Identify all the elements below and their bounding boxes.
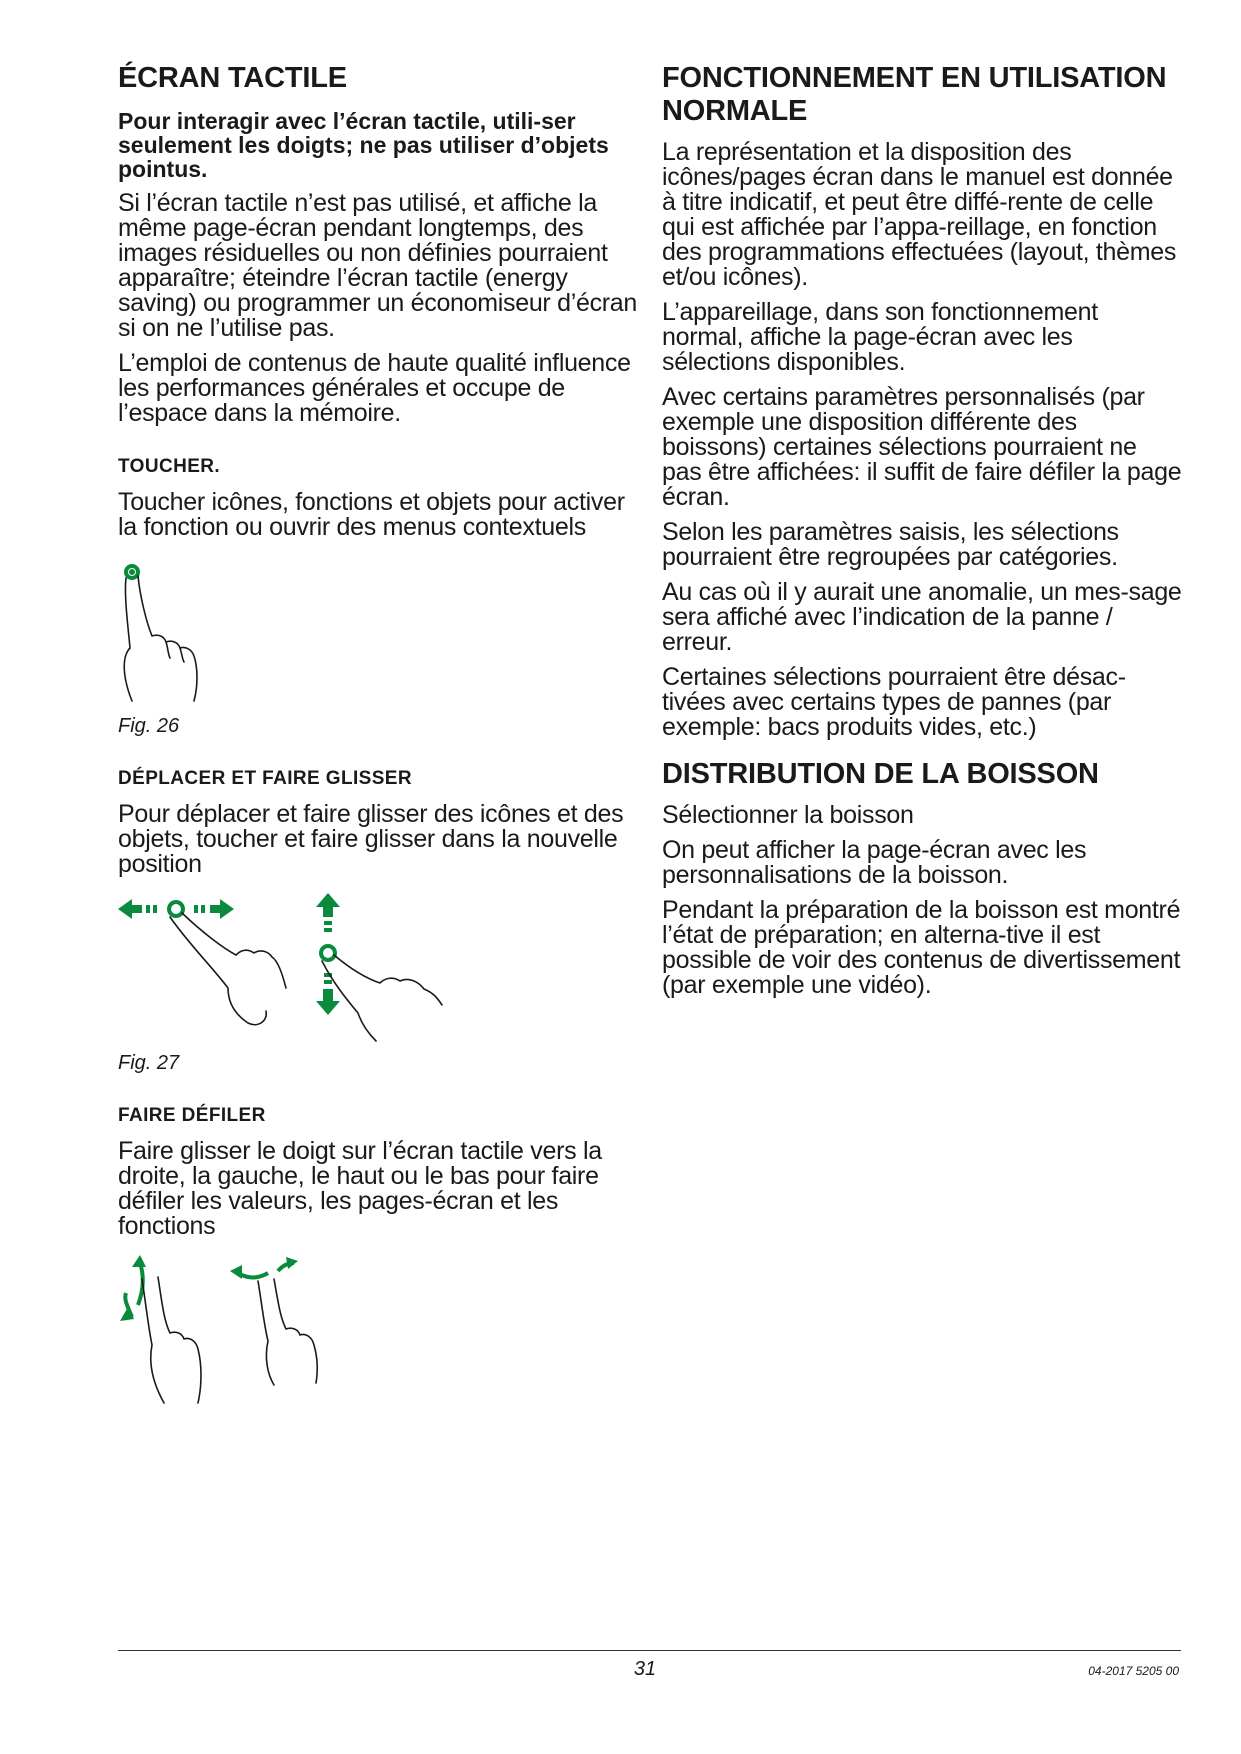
paragraph-normal-display: L’appareillage, dans son fonctionnement normal, affiche la page-écran avec les sélections disponibles. — [662, 298, 1098, 376]
figure-scroll — [118, 1255, 643, 1410]
heading-drag: DÉPLACER ET FAIRE GLISSER — [118, 768, 412, 789]
document-reference: 04-2017 5205 00 — [1088, 1664, 1179, 1678]
paragraph-content-quality: L’emploi de contenus de haute qualité influence les performances générales et occupe de l’espace dans la mémoire. — [118, 349, 631, 427]
section-title-touchscreen: ÉCRAN TACTILE — [118, 62, 347, 94]
paragraph-touch: Toucher icônes, fonctions et objets pour activer la fonction ou ouvrir des menus contextuels — [118, 488, 625, 541]
scroll-gesture-icon — [118, 1255, 348, 1405]
lead-warning: Pour interagir avec l’écran tactile, utili-ser seulement les doigts; ne pas utiliser d’objets pointus. — [118, 108, 609, 182]
paragraph-select-beverage: Sélectionner la boisson — [662, 801, 914, 829]
tap-gesture-icon — [118, 556, 228, 706]
footer-rule — [118, 1650, 1181, 1651]
drag-gesture-icon — [118, 893, 478, 1043]
paragraph-scroll: Faire glisser le doigt sur l’écran tactile vers la droite, la gauche, le haut ou le bas pour faire défiler les valeurs, les pages-écran et les fonctions — [118, 1137, 602, 1240]
paragraph-representation: La représentation et la disposition des icônes/pages écran dans le manuel est donnée à titre indicatif, et peut être diffé-rente de celle qui est affichée par l’appa-reillage, en fonction des programmations effectuées (layout, thèmes et/ou icônes). — [662, 138, 1177, 291]
paragraph-custom-params: Avec certains paramètres personnalisés (par exemple une disposition différente des boissons) certaines sélections pourraient ne pas être affichées: il suffit de faire défiler la page écran. — [662, 383, 1182, 511]
page-number: 31 — [633, 1658, 657, 1680]
paragraph-disabled-selections: Certaines sélections pourraient être désac-tivées avec certains types de pannes (par exemple: bacs produits vides, etc.) — [662, 663, 1126, 741]
figure-touch — [118, 556, 643, 738]
paragraph-customizations: On peut afficher la page-écran avec les personnalisations de la boisson. — [662, 836, 1087, 889]
heading-scroll: FAIRE DÉFILER — [118, 1105, 266, 1126]
section-title-normal-operation: FONCTIONNEMENT EN UTILISATION NORMALE — [662, 62, 1167, 127]
figure-27-caption: Fig. 27 — [118, 1052, 180, 1074]
figure-drag — [118, 893, 643, 1075]
section-title-beverage-dispensing: DISTRIBUTION DE LA BOISSON — [662, 758, 1099, 790]
figure-26-caption: Fig. 26 — [118, 715, 180, 737]
left-column — [118, 62, 643, 1414]
right-column — [662, 62, 1182, 1008]
heading-touch: TOUCHER. — [118, 456, 221, 477]
paragraph-anomaly: Au cas où il y aurait une anomalie, un mes-sage sera affiché avec l’indication de la panne / erreur. — [662, 578, 1182, 656]
paragraph-preparation: Pendant la préparation de la boisson est montré l’état de préparation; en alterna-tive il est possible de voir des contenus de divertissement (par exemple une vidéo). — [662, 896, 1181, 999]
paragraph-residual-images: Si l’écran tactile n’est pas utilisé, et affiche la même page-écran pendant longtemps, des images résiduelles ou non définies pourraient apparaître; éteindre l’écran tactile (energy saving) ou programmer un économiseur d’écran si on ne l’utilise pas. — [118, 189, 638, 342]
paragraph-categories: Selon les paramètres saisis, les sélections pourraient être regroupées par catégories. — [662, 518, 1119, 571]
paragraph-drag: Pour déplacer et faire glisser des icônes et des objets, toucher et faire glisser dans la nouvelle position — [118, 800, 624, 878]
